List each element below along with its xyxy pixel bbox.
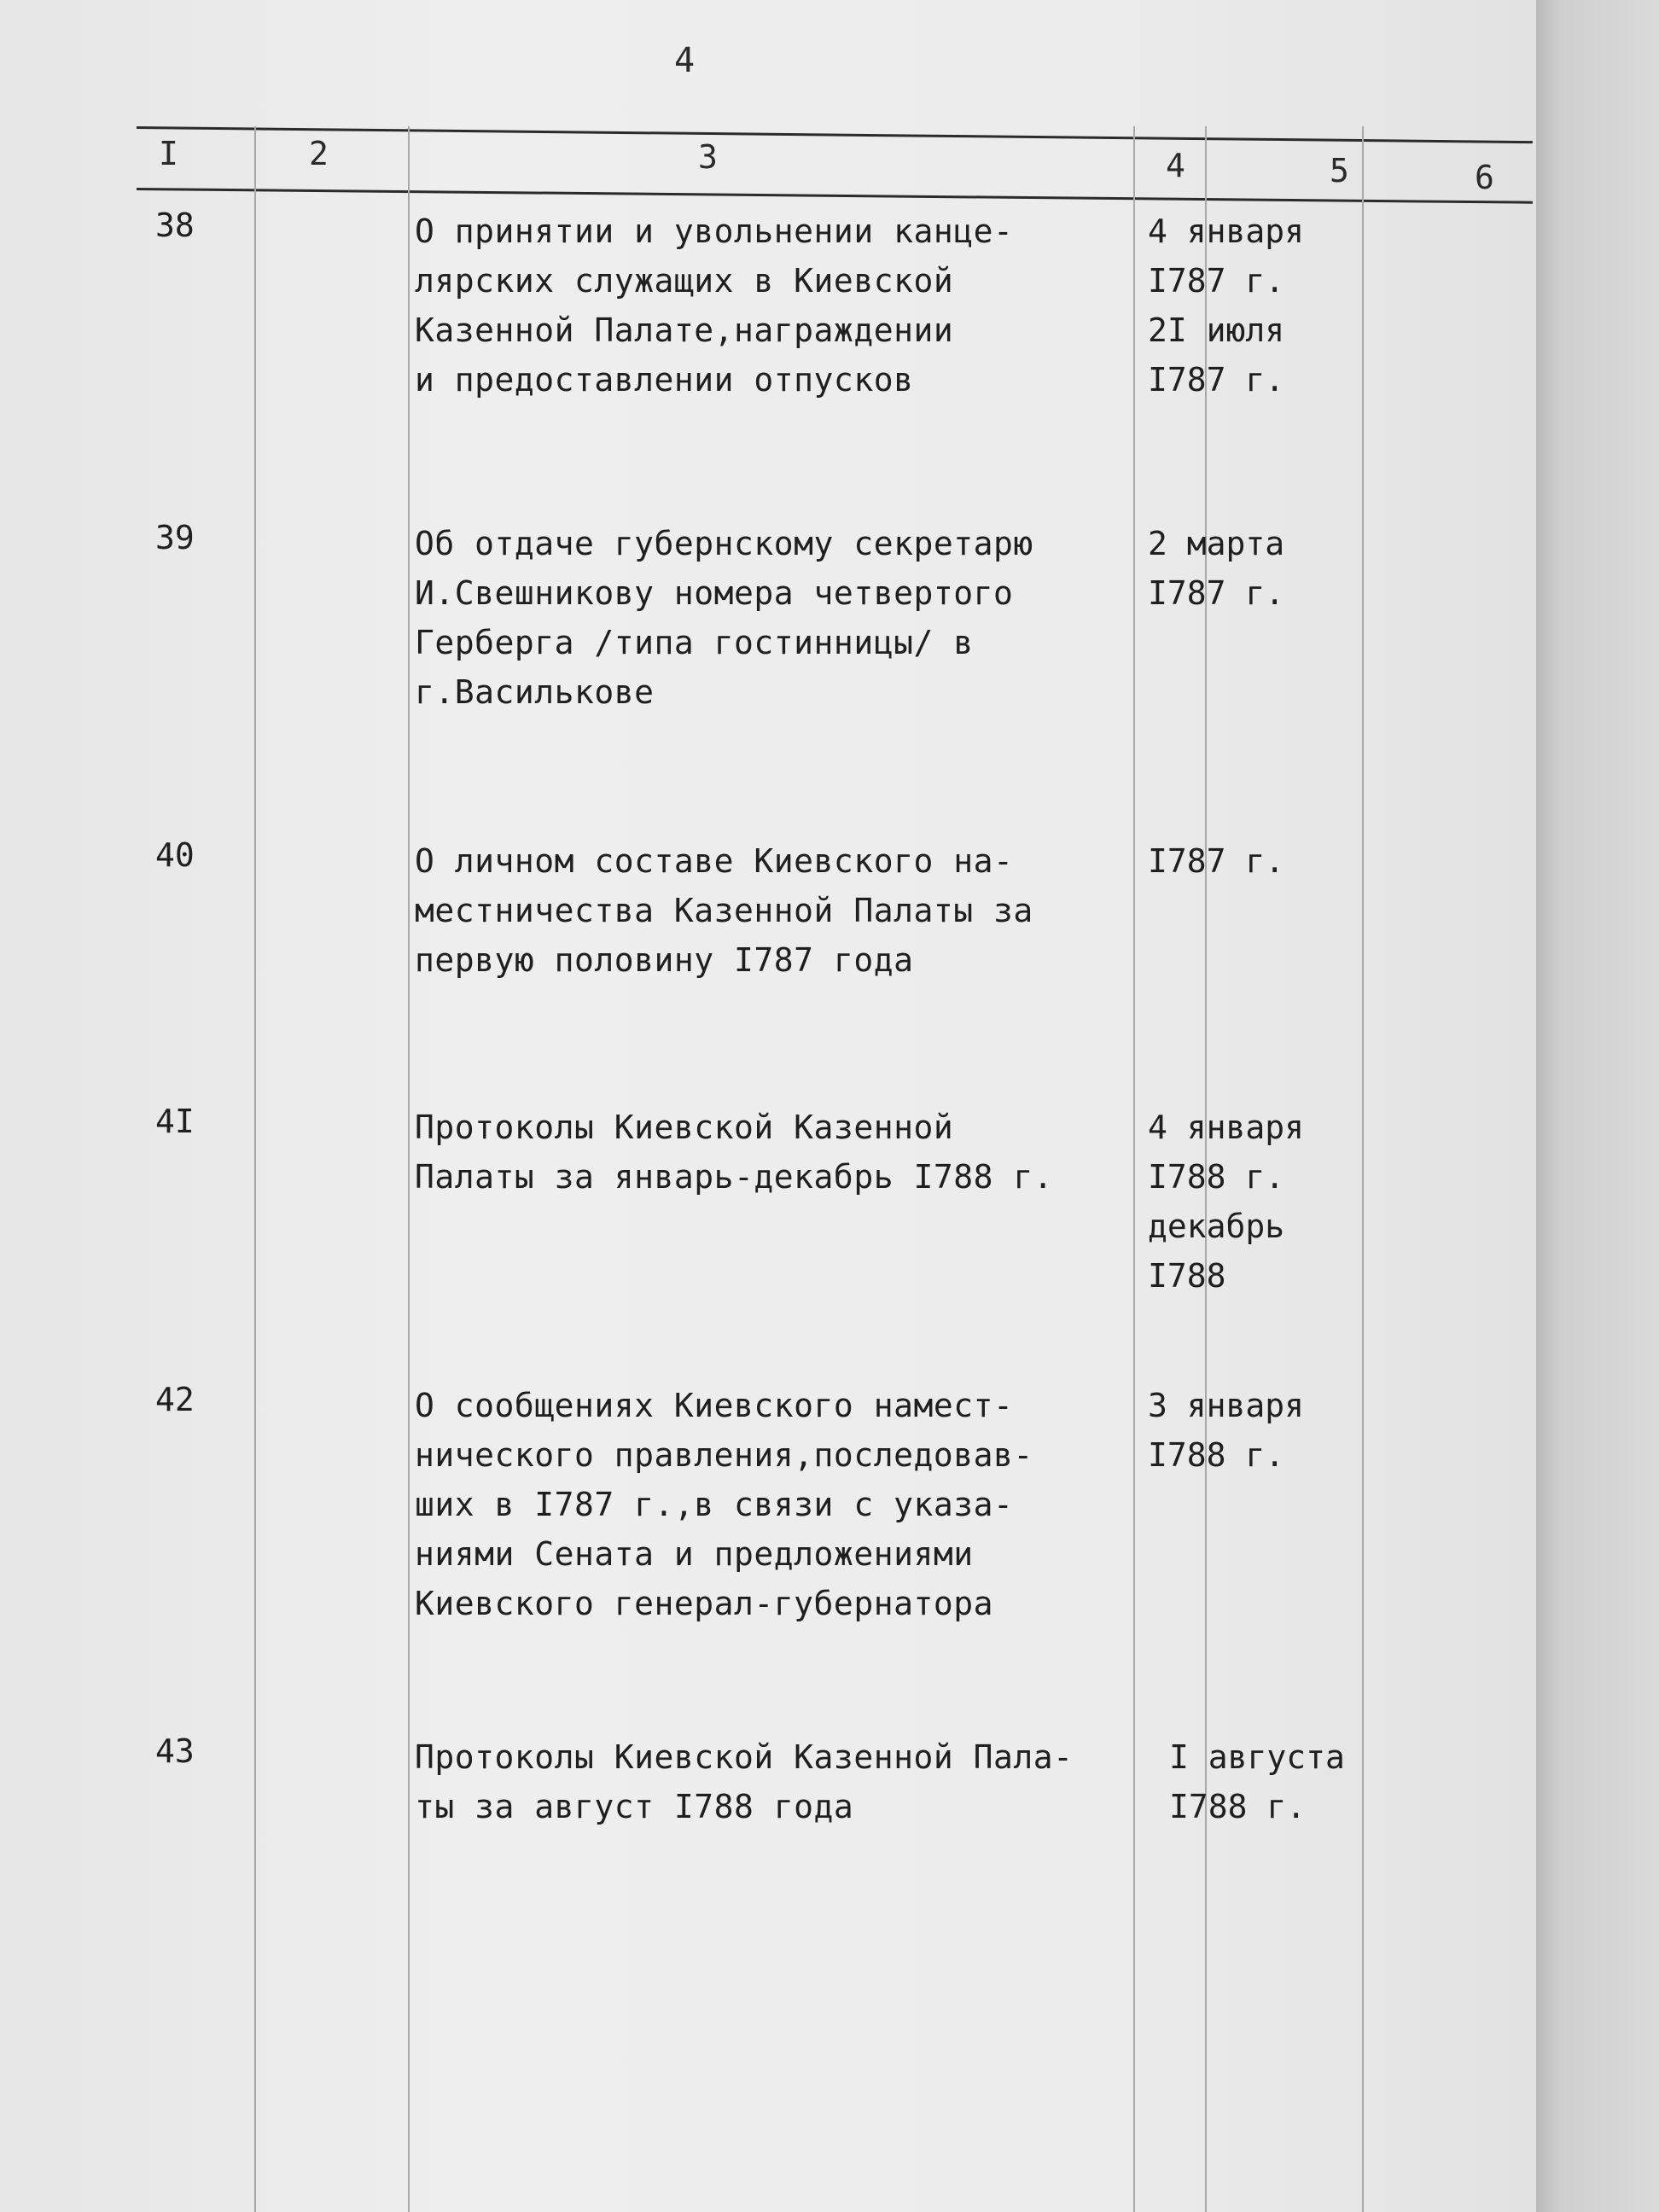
- item-number: 42: [155, 1381, 195, 1418]
- item-date: I августа I788 г.: [1169, 1738, 1345, 1825]
- column-header-4: 4: [1166, 147, 1185, 184]
- column-header-5: 5: [1330, 152, 1349, 189]
- item-date: 3 января I788 г.: [1148, 1387, 1305, 1474]
- item-number: 4I: [155, 1103, 195, 1140]
- item-description: Протоколы Киевской Казенной Палаты за январь-декабрь I788 г.: [415, 1109, 1054, 1196]
- column-header-3: 3: [698, 138, 718, 176]
- column-header-1: I: [159, 135, 178, 172]
- item-description: Протоколы Киевской Казенной Пала- ты за август I788 года: [415, 1738, 1074, 1825]
- item-number: 43: [155, 1732, 195, 1770]
- column-header-6: 6: [1475, 159, 1494, 196]
- column-divider: [408, 126, 410, 2212]
- item-date: I787 г.: [1148, 842, 1285, 880]
- scanner-background: [1536, 0, 1659, 2212]
- column-divider: [1133, 126, 1135, 2212]
- item-description: О принятии и увольнении канце- лярских служащих в Киевской Казенной Палате,награждении и предоставлении отпусков: [415, 212, 1014, 399]
- item-date: 2 марта I787 г.: [1148, 525, 1285, 612]
- item-date: 4 января I788 г. декабрь I788: [1148, 1109, 1305, 1295]
- table-header-rule: [137, 188, 1533, 204]
- item-date: 4 января I787 г. 2I июля I787 г.: [1148, 212, 1305, 399]
- column-divider: [254, 126, 256, 2212]
- item-number: 40: [155, 836, 195, 874]
- item-description: Об отдаче губернскому секретарю И.Свешникову номера четвертого Герберга /типа гостинницы/ в г.Василькове: [415, 525, 1033, 711]
- table-top-rule: [137, 126, 1533, 143]
- item-description: О сообщениях Киевского намест- нического правления,последовав- ших в I787 г.,в связи с указа- ниями Сената и предложениями Киевского генерал-губернатора: [415, 1387, 1033, 1622]
- page-number: 4: [674, 41, 696, 80]
- item-description: О личном составе Киевского на- местничества Казенной Палаты за первую половину I787 года: [415, 842, 1033, 979]
- item-number: 39: [155, 519, 195, 556]
- column-header-2: 2: [309, 135, 329, 172]
- item-number: 38: [155, 207, 195, 244]
